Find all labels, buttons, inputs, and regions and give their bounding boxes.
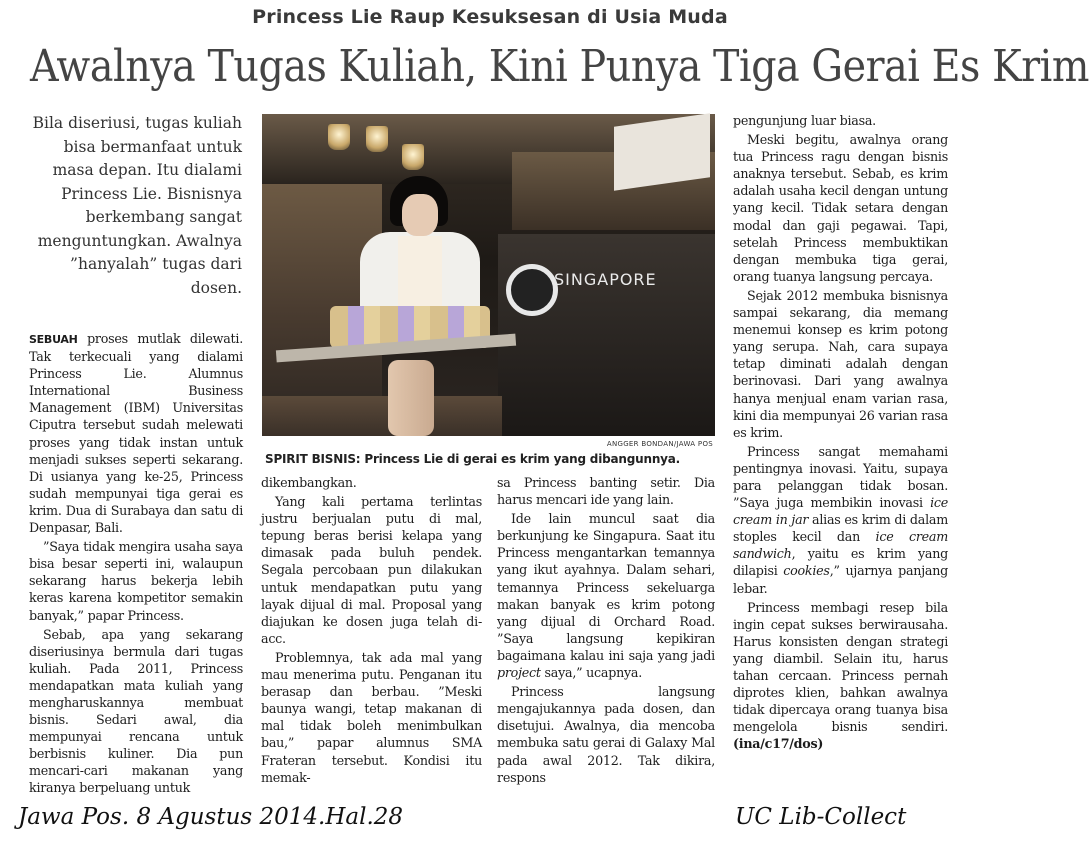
store-logo-icon [506, 264, 558, 316]
paragraph: pengunjung luar biasa. [733, 113, 876, 128]
collection-label: UC Lib-Collect [735, 804, 907, 830]
paragraph [29, 330, 243, 536]
italic-term: project [497, 665, 541, 681]
paragraph-text: Princess sangat memahami pentingnya inovasi. Yaitu, supaya para pelanggan tidak bosan. ”Saya juga membikin inovasi [733, 443, 948, 511]
paragraph: Yang kali pertama terlintas justru berjualan putu di mal, tepung beras berisi kelapa yang dimasak pada buluh pendek. Segala percobaan pun dilakukan untuk mendapatkan putu yang layak dijual di mal. Proposal yang diajukan ke dosen juga telah di-acc. [261, 494, 482, 646]
photo-menu-board [614, 113, 710, 190]
article-column-4 [733, 112, 948, 754]
paragraph: ”Saya tidak mengira usaha saya bisa besar seperti ini, walaupun sekarang harus bekerja lebih keras karena kompetitor semakin banyak,” papar Princess. [29, 539, 243, 623]
italic-term: cookies [783, 563, 830, 579]
lamp-icon [402, 144, 424, 170]
lamp-icon [328, 124, 350, 150]
article-column-2 [261, 474, 482, 788]
photo-credit: ANGGER BONDAN/JAWA POS [606, 440, 713, 448]
store-sign: SINGAPORE [554, 270, 657, 289]
person-legs [388, 360, 434, 436]
paragraph-text: alias es krim di dalam stoples kecil dan [733, 512, 948, 545]
paragraph [733, 443, 948, 597]
paragraph: Meski begitu, awalnya orang tua Princess ragu dengan bisnis anaknya tersebut. Sebab, es krim adalah usaha kecil dengan untung yang kecil. Tidak setara dengan modal dan gaji pegawai. Tapi, setelah Princess membuktikan dengan membuka tiga gerai, orang tuanya langsung percaya. [733, 132, 948, 284]
paragraph [733, 599, 948, 753]
paragraph: Sebab, apa yang sekarang diseriusinya bermula dari tugas kuliah. Pada 2011, Princess mendapatkan mata kuliah yang mengharuskannya membuat bisnis. Sedari awal, dia mempunyai rencana untuk berbisnis kuliner. Dia pun mencari-cari makanan yang kiranya berpeluang untuk [29, 626, 243, 796]
paragraph: sa Princess banting setir. Dia harus mencari ide yang lain. [497, 475, 715, 508]
person-face [402, 194, 438, 236]
italic-term: ice cream in jar [733, 495, 948, 528]
paragraph: Problemnya, tak ada mal yang mau menerima putu. Penganan itu berasap dan berbau. ”Meski baunya wangi, tetap makanan di mal tidak boleh menimbulkan bau,” papar alumnus SMA Frateran tersebut. Kondisi itu memak- [261, 649, 482, 785]
article-column-1 [29, 330, 243, 799]
paragraph: Princess langsung mengajukannya pada dosen, dan disetujui. Awalnya, dia mencoba membuka satu gerai di Galaxy Mal pada awal 2012. Tak dikira, respons [497, 684, 715, 785]
article-column-3 [497, 474, 715, 788]
lede: Bila diseriusi, tugas kuliah bisa bermanfaat untuk masa depan. Itu dialami Princess Lie. Bisnisnya berkembang sangat menguntungkan. Awalnya ”hanyalah” tugas dari dosen. [32, 114, 242, 297]
photo-caption: SPIRIT BISNIS: Princess Lie di gerai es krim yang dibangunnya. [265, 452, 681, 466]
photo-floor [262, 396, 502, 436]
run-in-word: SEBUAH [29, 333, 78, 346]
paragraph-text: Princess membagi resep bila ingin cepat sukses berwirausaha. Harus konsisten dengan strategi yang diambil. Selain itu, harus tahan cercaan. Princess pernah diprotes klien, bahkan awalnya tidak dipercaya orang tuanya bisa mengelola bisnis sendiri. [733, 599, 948, 735]
paragraph: dikembangkan. [261, 475, 357, 490]
paragraph-text: proses mutlak dilewati. Tak terkecuali yang dialami Princess Lie. Alumnus International Business Management (IBM) Universitas Ciputra tersebut sudah melewati proses yang tidak instan untuk menjadi sukses seperti sekarang. Di usianya yang ke-25, Princess sudah mempunyai tiga gerai es krim. Dua di Surabaya dan satu di Denpasar, Bali. [29, 331, 243, 536]
paragraph: Sejak 2012 membuka bisnisnya sampai sekarang, dia memang menemui konsep es krim potong yang serupa. Nah, cara supaya tetap diminati adalah dengan berinovasi. Dari yang awalnya hanya menjual enam varian rasa, kini dia mempunyai 26 varian rasa es krim. [733, 287, 948, 440]
author-signature: (ina/c17/dos) [733, 736, 824, 752]
paragraph-text: ,” ujarnya panjang lebar. [733, 563, 948, 596]
paragraph-text: , yaitu es krim yang dilapisi [733, 546, 948, 579]
lamp-icon [366, 126, 388, 152]
paragraph-text: Ide lain muncul saat dia berkunjung ke Singapura. Saat itu Princess mengantarkan temannya yang ikut ayahnya. Dalam sehari, temannya Princess sekeluarga makan banyak es krim potong yang dijual di Orchard Road. ”Saya langsung kepikiran bagaimana kalau ini saja yang jadi [497, 511, 715, 663]
italic-term: ice cream sandwich [733, 529, 948, 562]
news-photo [262, 114, 715, 436]
paragraph-text: saya,” ucapnya. [540, 665, 643, 681]
person-blouse [398, 236, 442, 316]
kicker: Princess Lie Raup Kesuksesan di Usia Muda [252, 6, 728, 28]
headline: Awalnya Tugas Kuliah, Kini Punya Tiga Gerai Es Krim [30, 41, 1089, 92]
paragraph [497, 510, 715, 681]
source-citation: Jawa Pos. 8 Agustus 2014.Hal.28 [18, 804, 404, 830]
